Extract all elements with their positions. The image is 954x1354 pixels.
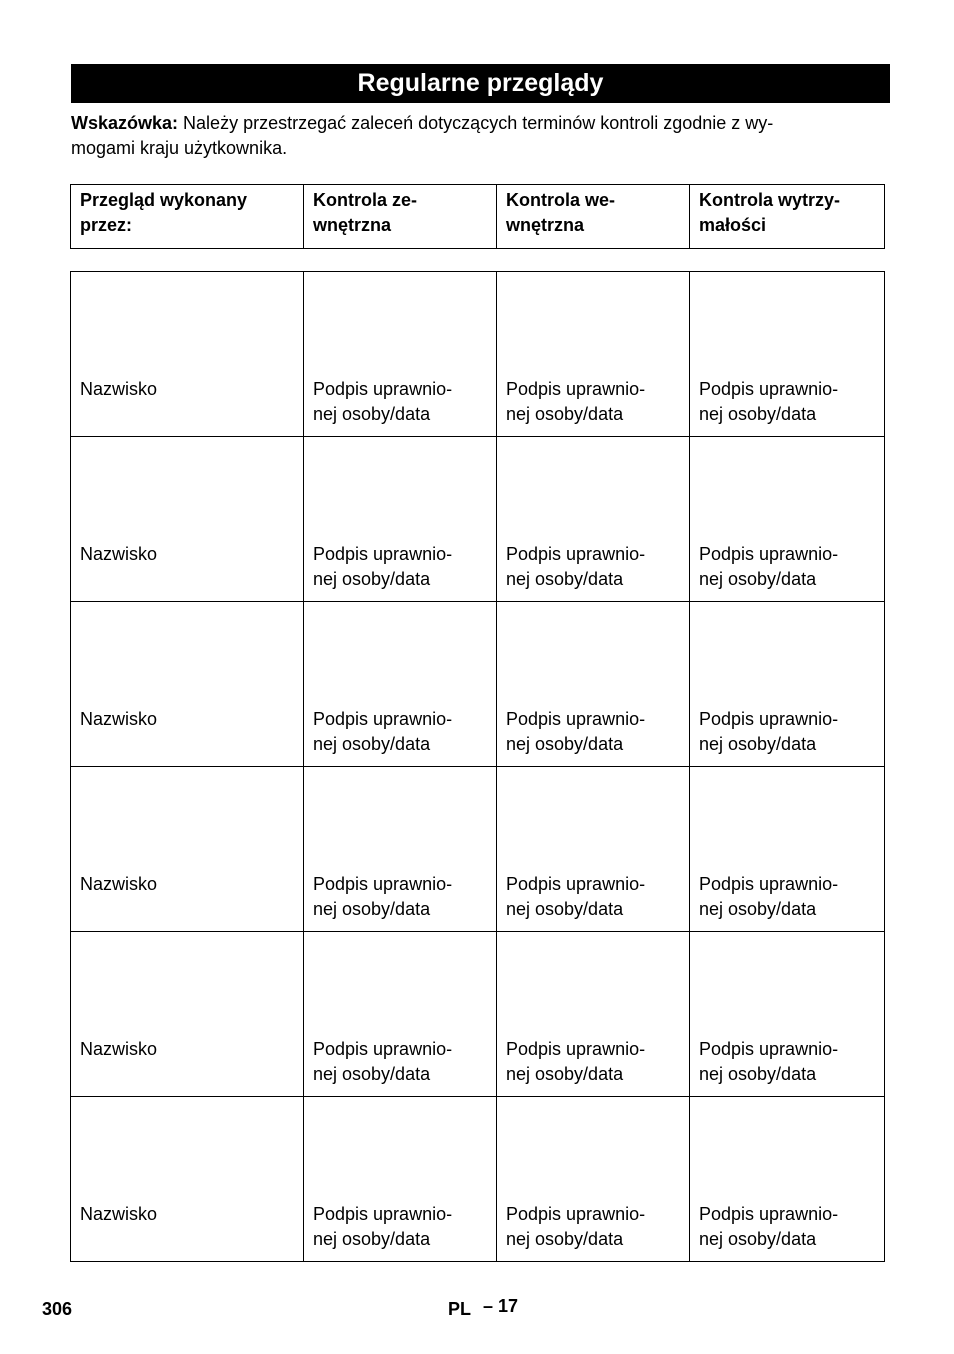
- internal-signature-cell[interactable]: [497, 437, 690, 602]
- signature-label: Podpis uprawnio-: [699, 709, 839, 729]
- signature-label: Podpis uprawnio-: [699, 379, 839, 399]
- header-internal-check: Kontrola we- wnętrzna: [497, 185, 690, 249]
- header-strength-check: Kontrola wytrzy- małości: [690, 185, 885, 249]
- signature-label-cont: nej osoby/data: [506, 569, 624, 589]
- name-cell[interactable]: [71, 1097, 304, 1262]
- header-external-check: Kontrola ze- wnętrzna: [304, 185, 497, 249]
- header-performed-by: Przegląd wykonany przez:: [71, 185, 304, 249]
- name-label: Nazwisko: [80, 709, 158, 729]
- signature-label: Podpis uprawnio-: [313, 874, 453, 894]
- name-label: Nazwisko: [80, 1039, 158, 1059]
- table-row: [71, 1097, 885, 1262]
- signature-label: Podpis uprawnio-: [506, 1204, 646, 1224]
- note-paragraph: [71, 111, 883, 161]
- signature-label-cont: nej osoby/data: [699, 569, 817, 589]
- signature-label-cont: nej osoby/data: [506, 1064, 624, 1084]
- table-row: [71, 602, 885, 767]
- signature-label: Podpis uprawnio-: [313, 1204, 453, 1224]
- signature-label-cont: nej osoby/data: [506, 734, 624, 754]
- page-number: 306: [42, 1299, 73, 1319]
- internal-signature-cell[interactable]: [497, 602, 690, 767]
- name-cell[interactable]: [71, 437, 304, 602]
- section-page-number: – 17: [483, 1296, 519, 1316]
- signature-label: Podpis uprawnio-: [506, 709, 646, 729]
- signature-label: Podpis uprawnio-: [699, 1039, 839, 1059]
- language-code: PL: [448, 1299, 472, 1319]
- header-row: [71, 185, 885, 249]
- strength-signature-cell[interactable]: [690, 932, 885, 1097]
- signature-label-cont: nej osoby/data: [699, 404, 817, 424]
- signature-label-cont: nej osoby/data: [313, 734, 431, 754]
- name-cell[interactable]: [71, 767, 304, 932]
- signature-label: Podpis uprawnio-: [313, 1039, 453, 1059]
- signature-label-cont: nej osoby/data: [313, 1064, 431, 1084]
- inspection-header-table: [70, 184, 885, 249]
- external-signature-cell[interactable]: [304, 932, 497, 1097]
- external-signature-cell[interactable]: [304, 602, 497, 767]
- signature-label-cont: nej osoby/data: [699, 899, 817, 919]
- signature-label: Podpis uprawnio-: [506, 379, 646, 399]
- signature-label-cont: nej osoby/data: [313, 899, 431, 919]
- page-title: Regularne przeglądy: [71, 64, 890, 103]
- name-label: Nazwisko: [80, 1204, 158, 1224]
- name-label: Nazwisko: [80, 544, 158, 564]
- note-text-line2: mogami kraju użytkownika.: [71, 138, 288, 158]
- signature-label-cont: nej osoby/data: [313, 404, 431, 424]
- internal-signature-cell[interactable]: [497, 767, 690, 932]
- external-signature-cell[interactable]: [304, 1097, 497, 1262]
- name-cell[interactable]: [71, 272, 304, 437]
- strength-signature-cell[interactable]: [690, 602, 885, 767]
- signature-label-cont: nej osoby/data: [506, 404, 624, 424]
- note-text-line1: Należy przestrzegać zaleceń dotyczących terminów kontroli zgodnie z wy-: [178, 113, 774, 133]
- signature-label-cont: nej osoby/data: [313, 1229, 431, 1249]
- signature-label-cont: nej osoby/data: [699, 1229, 817, 1249]
- signature-label-cont: nej osoby/data: [506, 1229, 624, 1249]
- name-cell[interactable]: [71, 602, 304, 767]
- strength-signature-cell[interactable]: [690, 1097, 885, 1262]
- name-label: Nazwisko: [80, 874, 158, 894]
- signature-label: Podpis uprawnio-: [313, 544, 453, 564]
- table-row: [71, 437, 885, 602]
- external-signature-cell[interactable]: [304, 272, 497, 437]
- table-row: [71, 272, 885, 437]
- external-signature-cell[interactable]: [304, 437, 497, 602]
- signature-label: Podpis uprawnio-: [699, 874, 839, 894]
- signature-label: Podpis uprawnio-: [699, 544, 839, 564]
- name-label: Nazwisko: [80, 379, 158, 399]
- strength-signature-cell[interactable]: [690, 272, 885, 437]
- signature-label: Podpis uprawnio-: [313, 379, 453, 399]
- signature-label-cont: nej osoby/data: [699, 1064, 817, 1084]
- internal-signature-cell[interactable]: [497, 272, 690, 437]
- signature-label: Podpis uprawnio-: [699, 1204, 839, 1224]
- name-cell[interactable]: [71, 932, 304, 1097]
- table-row: [71, 932, 885, 1097]
- strength-signature-cell[interactable]: [690, 437, 885, 602]
- signature-label: Podpis uprawnio-: [506, 874, 646, 894]
- signature-label-cont: nej osoby/data: [313, 569, 431, 589]
- strength-signature-cell[interactable]: [690, 767, 885, 932]
- internal-signature-cell[interactable]: [497, 932, 690, 1097]
- signature-label: Podpis uprawnio-: [506, 544, 646, 564]
- external-signature-cell[interactable]: [304, 767, 497, 932]
- note-label: Wskazówka:: [71, 113, 179, 133]
- signature-label-cont: nej osoby/data: [506, 899, 624, 919]
- signature-label: Podpis uprawnio-: [506, 1039, 646, 1059]
- signature-label-cont: nej osoby/data: [699, 734, 817, 754]
- signature-label: Podpis uprawnio-: [313, 709, 453, 729]
- internal-signature-cell[interactable]: [497, 1097, 690, 1262]
- inspection-rows-table: [70, 271, 885, 1262]
- table-row: [71, 767, 885, 932]
